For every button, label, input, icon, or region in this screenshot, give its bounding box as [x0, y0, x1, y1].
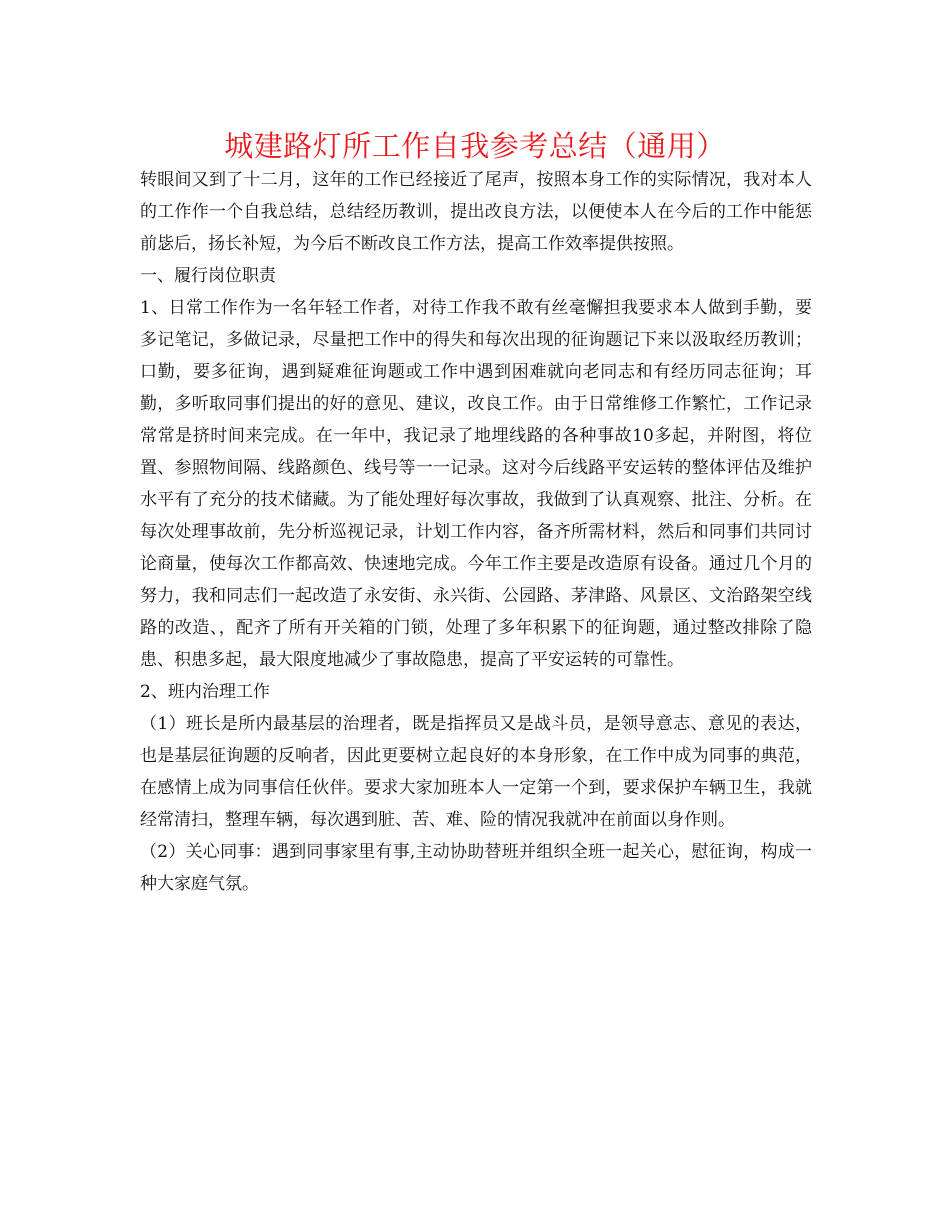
document-body	[140, 164, 812, 900]
section-heading-duties: 一、履行岗位职责	[140, 266, 276, 286]
document-title: 城建路灯所工作自我参考总结（通用）	[224, 129, 726, 163]
team-leader-paragraph: （1）班长是所内最基层的治理者，既是指挥员又是战斗员，是领导意志、意见的表达，也是基层征询题的反响者，因此更要树立起良好的本身形象，在工作中成为同事的典范，在感情上成为同事信任伙伴。要求大家加班本人一定第一个到，要求保护车辆卫生，我就经常清扫，整理车辆，每次遇到脏、苦、难、险的情况我就冲在前面以身作则。	[140, 714, 812, 830]
care-colleagues-paragraph: （2）关心同事：遇到同事家里有事,主动协助替班并组织全班一起关心，慰征询，构成一种大家庭气氛。	[140, 842, 812, 894]
intro-paragraph: 转眼间又到了十二月，这年的工作已经接近了尾声，按照本身工作的实际情况，我对本人的工作作一个自我总结，总结经历教训，提出改良方法，以便使本人在今后的工作中能惩前毖后，扬长补短，为今后不断改良工作方法，提高工作效率提供按照。	[140, 170, 812, 254]
daily-work-paragraph: 1、日常工作作为一名年轻工作者，对待工作我不敢有丝毫懈担我要求本人做到手勤，要多记笔记，多做记录，尽量把工作中的得失和每次出现的征询题记下来以汲取经历教训；口勤，要多征询，遇到疑难征询题或工作中遇到困难就向老同志和有经历同志征询；耳勤，多听取同事们提出的好的意见、建议，改良工作。由于日常维修工作繁忙，工作记录常常是挤时间来完成。在一年中，我记录了地埋线路的各种事故10多起，并附图，将位置、参照物间隔、线路颜色、线号等一一记录。这对今后线路平安运转的整体评估及维护水平有了充分的技术储藏。为了能处理好每次事故，我做到了认真观察、批注、分析。在每次处理事故前，先分析巡视记录，计划工作内容，备齐所需材料，然后和同事们共同讨论商量，使每次工作都高效、快速地完成。今年工作主要是改造原有设备。通过几个月的努力，我和同志们一起改造了永安街、永兴街、公园路、茅津路、风景区、文治路架空线路的改造、，配齐了所有开关箱的门锁，处理了多年积累下的征询题，通过整改排除了隐患、积患多起，最大限度地减少了事故隐患，提高了平安运转的可靠性。	[140, 298, 812, 670]
section-heading-team-management: 2、班内治理工作	[140, 682, 270, 702]
